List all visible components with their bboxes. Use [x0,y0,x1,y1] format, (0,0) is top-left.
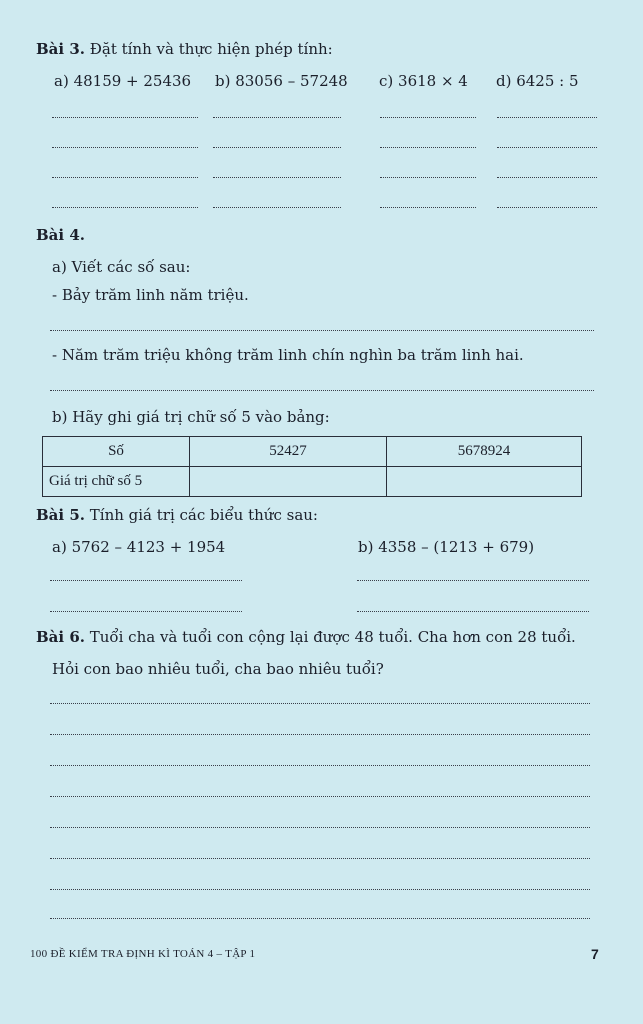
answer-line[interactable] [380,207,476,208]
answer-line[interactable] [357,580,589,581]
answer-line[interactable] [213,117,341,118]
table-row-label: Giá trị chữ số 5 [43,467,190,497]
table-row [43,467,582,497]
answer-line[interactable] [497,147,597,148]
answer-line[interactable] [213,147,341,148]
answer-line[interactable] [380,177,476,178]
bai3-item-b: b) 83056 – 57248 [215,72,348,90]
page-number: 7 [591,946,599,962]
answer-line[interactable] [50,580,242,581]
table-header-so: Số [43,437,190,467]
answer-line[interactable] [52,177,198,178]
bai6-line1 [36,628,576,646]
bai3-item-c: c) 3618 × 4 [379,72,468,90]
answer-line[interactable] [52,117,198,118]
answer-line[interactable] [380,147,476,148]
answer-line[interactable] [52,147,198,148]
answer-line[interactable] [497,117,597,118]
bai4-title: Bài 4. [36,226,85,244]
bai4-a-item2: - Năm trăm triệu không trăm linh chín nghìn ba trăm linh hai. [52,346,524,364]
answer-line[interactable] [50,734,590,735]
table-row [43,437,582,467]
answer-line[interactable] [213,177,341,178]
bai3-title: Bài 3. [36,40,85,58]
bai3-item-a: a) 48159 + 25436 [54,72,192,90]
answer-line[interactable] [50,330,594,331]
bai6-text: Tuổi cha và tuổi con cộng lại được 48 tuổi. Cha hơn con 28 tuổi. [89,628,576,646]
answer-line[interactable] [50,390,594,391]
bai3-item-d: d) 6425 : 5 [496,72,579,90]
bai3-prompt: Đặt tính và thực hiện phép tính: [89,40,333,58]
answer-line[interactable] [50,703,590,704]
bai4-a-prompt: a) Viết các số sau: [52,258,191,276]
answer-line[interactable] [50,827,590,828]
answer-line[interactable] [50,796,590,797]
answer-line[interactable] [50,611,242,612]
bai5-title: Bài 5. [36,506,85,524]
bai4-a-item1: - Bảy trăm linh năm triệu. [52,286,249,304]
answer-line[interactable] [50,889,590,890]
bai6-title: Bài 6. [36,628,85,646]
table-header-number-2: 5678924 [387,437,582,467]
table-answer-cell[interactable] [387,467,582,497]
answer-line[interactable] [50,765,590,766]
bai5-item-b: b) 4358 – (1213 + 679) [358,538,535,556]
bai5-prompt: Tính giá trị các biểu thức sau: [89,506,318,524]
answer-line[interactable] [380,117,476,118]
bai3-heading [36,40,333,58]
book-footer: 100 ĐỀ KIỂM TRA ĐỊNH KÌ TOÁN 4 – TẬP 1 [30,948,256,960]
table-header-number-1: 52427 [190,437,387,467]
answer-line[interactable] [213,207,341,208]
answer-line[interactable] [50,918,590,919]
table-answer-cell[interactable] [190,467,387,497]
digit-value-table [42,436,582,497]
bai4-b-prompt: b) Hãy ghi giá trị chữ số 5 vào bảng: [52,408,330,426]
answer-line[interactable] [357,611,589,612]
bai6-line2: Hỏi con bao nhiêu tuổi, cha bao nhiêu tuổi? [52,660,384,678]
answer-line[interactable] [50,858,590,859]
bai5-item-a: a) 5762 – 4123 + 1954 [52,538,226,556]
answer-line[interactable] [497,207,597,208]
answer-line[interactable] [497,177,597,178]
bai5-heading [36,506,318,524]
answer-line[interactable] [52,207,198,208]
